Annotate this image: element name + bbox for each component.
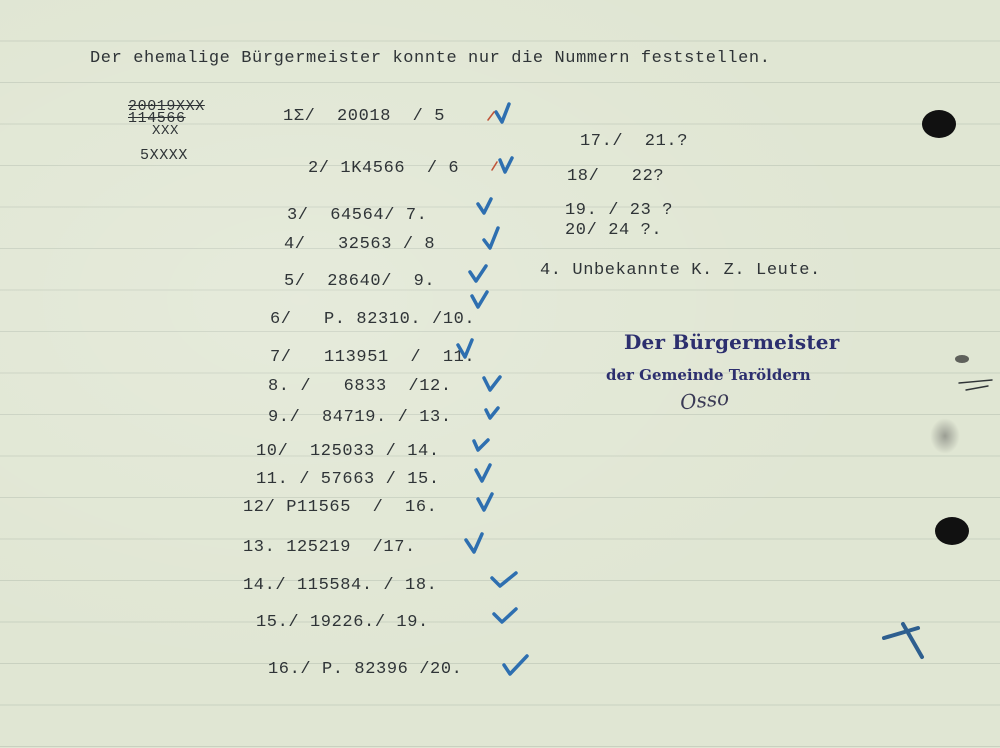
check-mark-icon: [470, 266, 486, 281]
entry-line: 20/ 24 ?.: [565, 221, 663, 240]
pen-mark: [966, 386, 988, 390]
check-mark-icon: [478, 199, 491, 213]
entry-line: 15./ 19226./ 19.: [256, 613, 429, 632]
entry-line: 2/ 1K4566 / 6: [308, 159, 460, 178]
check-mark-icon: [476, 465, 490, 481]
check-mark-icon: [504, 656, 527, 674]
check-mark-icon: [492, 573, 516, 586]
margin-note: 20019XXX: [128, 98, 205, 115]
stamp-subtitle: der Gemeinde Taröldern: [606, 366, 811, 384]
margin-note: 114566: [128, 110, 186, 127]
stain-mark: [930, 418, 960, 454]
check-mark-icon: [478, 494, 492, 510]
check-mark-icon: [496, 104, 509, 122]
cross-mark-icon: [903, 624, 922, 657]
unknown-persons-note: 4. Unbekannte K. Z. Leute.: [540, 261, 821, 280]
entry-line: 11. / 57663 / 15.: [256, 470, 440, 489]
entry-line: 5/ 28640/ 9.: [284, 272, 436, 291]
red-pencil-mark: [492, 162, 497, 170]
margin-note: XXX: [152, 123, 180, 139]
check-mark-icon: [500, 158, 512, 172]
check-mark-icon: [494, 609, 516, 622]
entry-line: 18/ 22?: [567, 167, 665, 186]
ink-mark: [955, 355, 969, 363]
entry-line: 14./ 115584. / 18.: [243, 576, 438, 595]
entry-line: 6/ P. 82310. /10.: [270, 310, 476, 329]
entry-line: 7/ 113951 / 11.: [270, 348, 476, 367]
check-mark-icon: [484, 228, 498, 248]
entry-line: 16./ P. 82396 /20.: [268, 660, 463, 679]
entry-line: 10/ 125033 / 14.: [256, 442, 440, 461]
entry-line: 13. 125219 /17.: [243, 538, 416, 557]
entry-line: 3/ 64564/ 7.: [287, 206, 428, 225]
entry-line: 1Σ/ 20018 / 5: [283, 107, 446, 126]
stamp-title: Der Bürgermeister: [624, 330, 840, 354]
pen-mark: [959, 380, 992, 383]
check-mark-icon: [472, 292, 487, 307]
check-mark-icon: [466, 534, 482, 552]
entry-line: 12/ P11565 / 16.: [243, 498, 438, 517]
margin-note: 5XXXX: [140, 147, 189, 164]
entry-line: 17./ 21.?: [580, 132, 689, 151]
entry-line: 19. / 23 ?: [565, 201, 674, 220]
punch-hole: [922, 110, 956, 138]
entry-line: 8. / 6833 /12.: [268, 377, 452, 396]
header-line: Der ehemalige Bürgermeister konnte nur die Nummern feststellen.: [90, 49, 771, 68]
check-mark-icon: [486, 408, 498, 418]
check-mark-icon: [474, 440, 488, 450]
signature: Osso: [678, 385, 731, 415]
punch-hole: [935, 517, 969, 545]
entry-line: 4/ 32563 / 8: [284, 235, 436, 254]
entry-line: 9./ 84719. / 13.: [268, 408, 452, 427]
cross-mark-icon: [884, 628, 918, 638]
check-mark-icon: [484, 377, 500, 390]
red-pencil-mark: [488, 112, 494, 120]
